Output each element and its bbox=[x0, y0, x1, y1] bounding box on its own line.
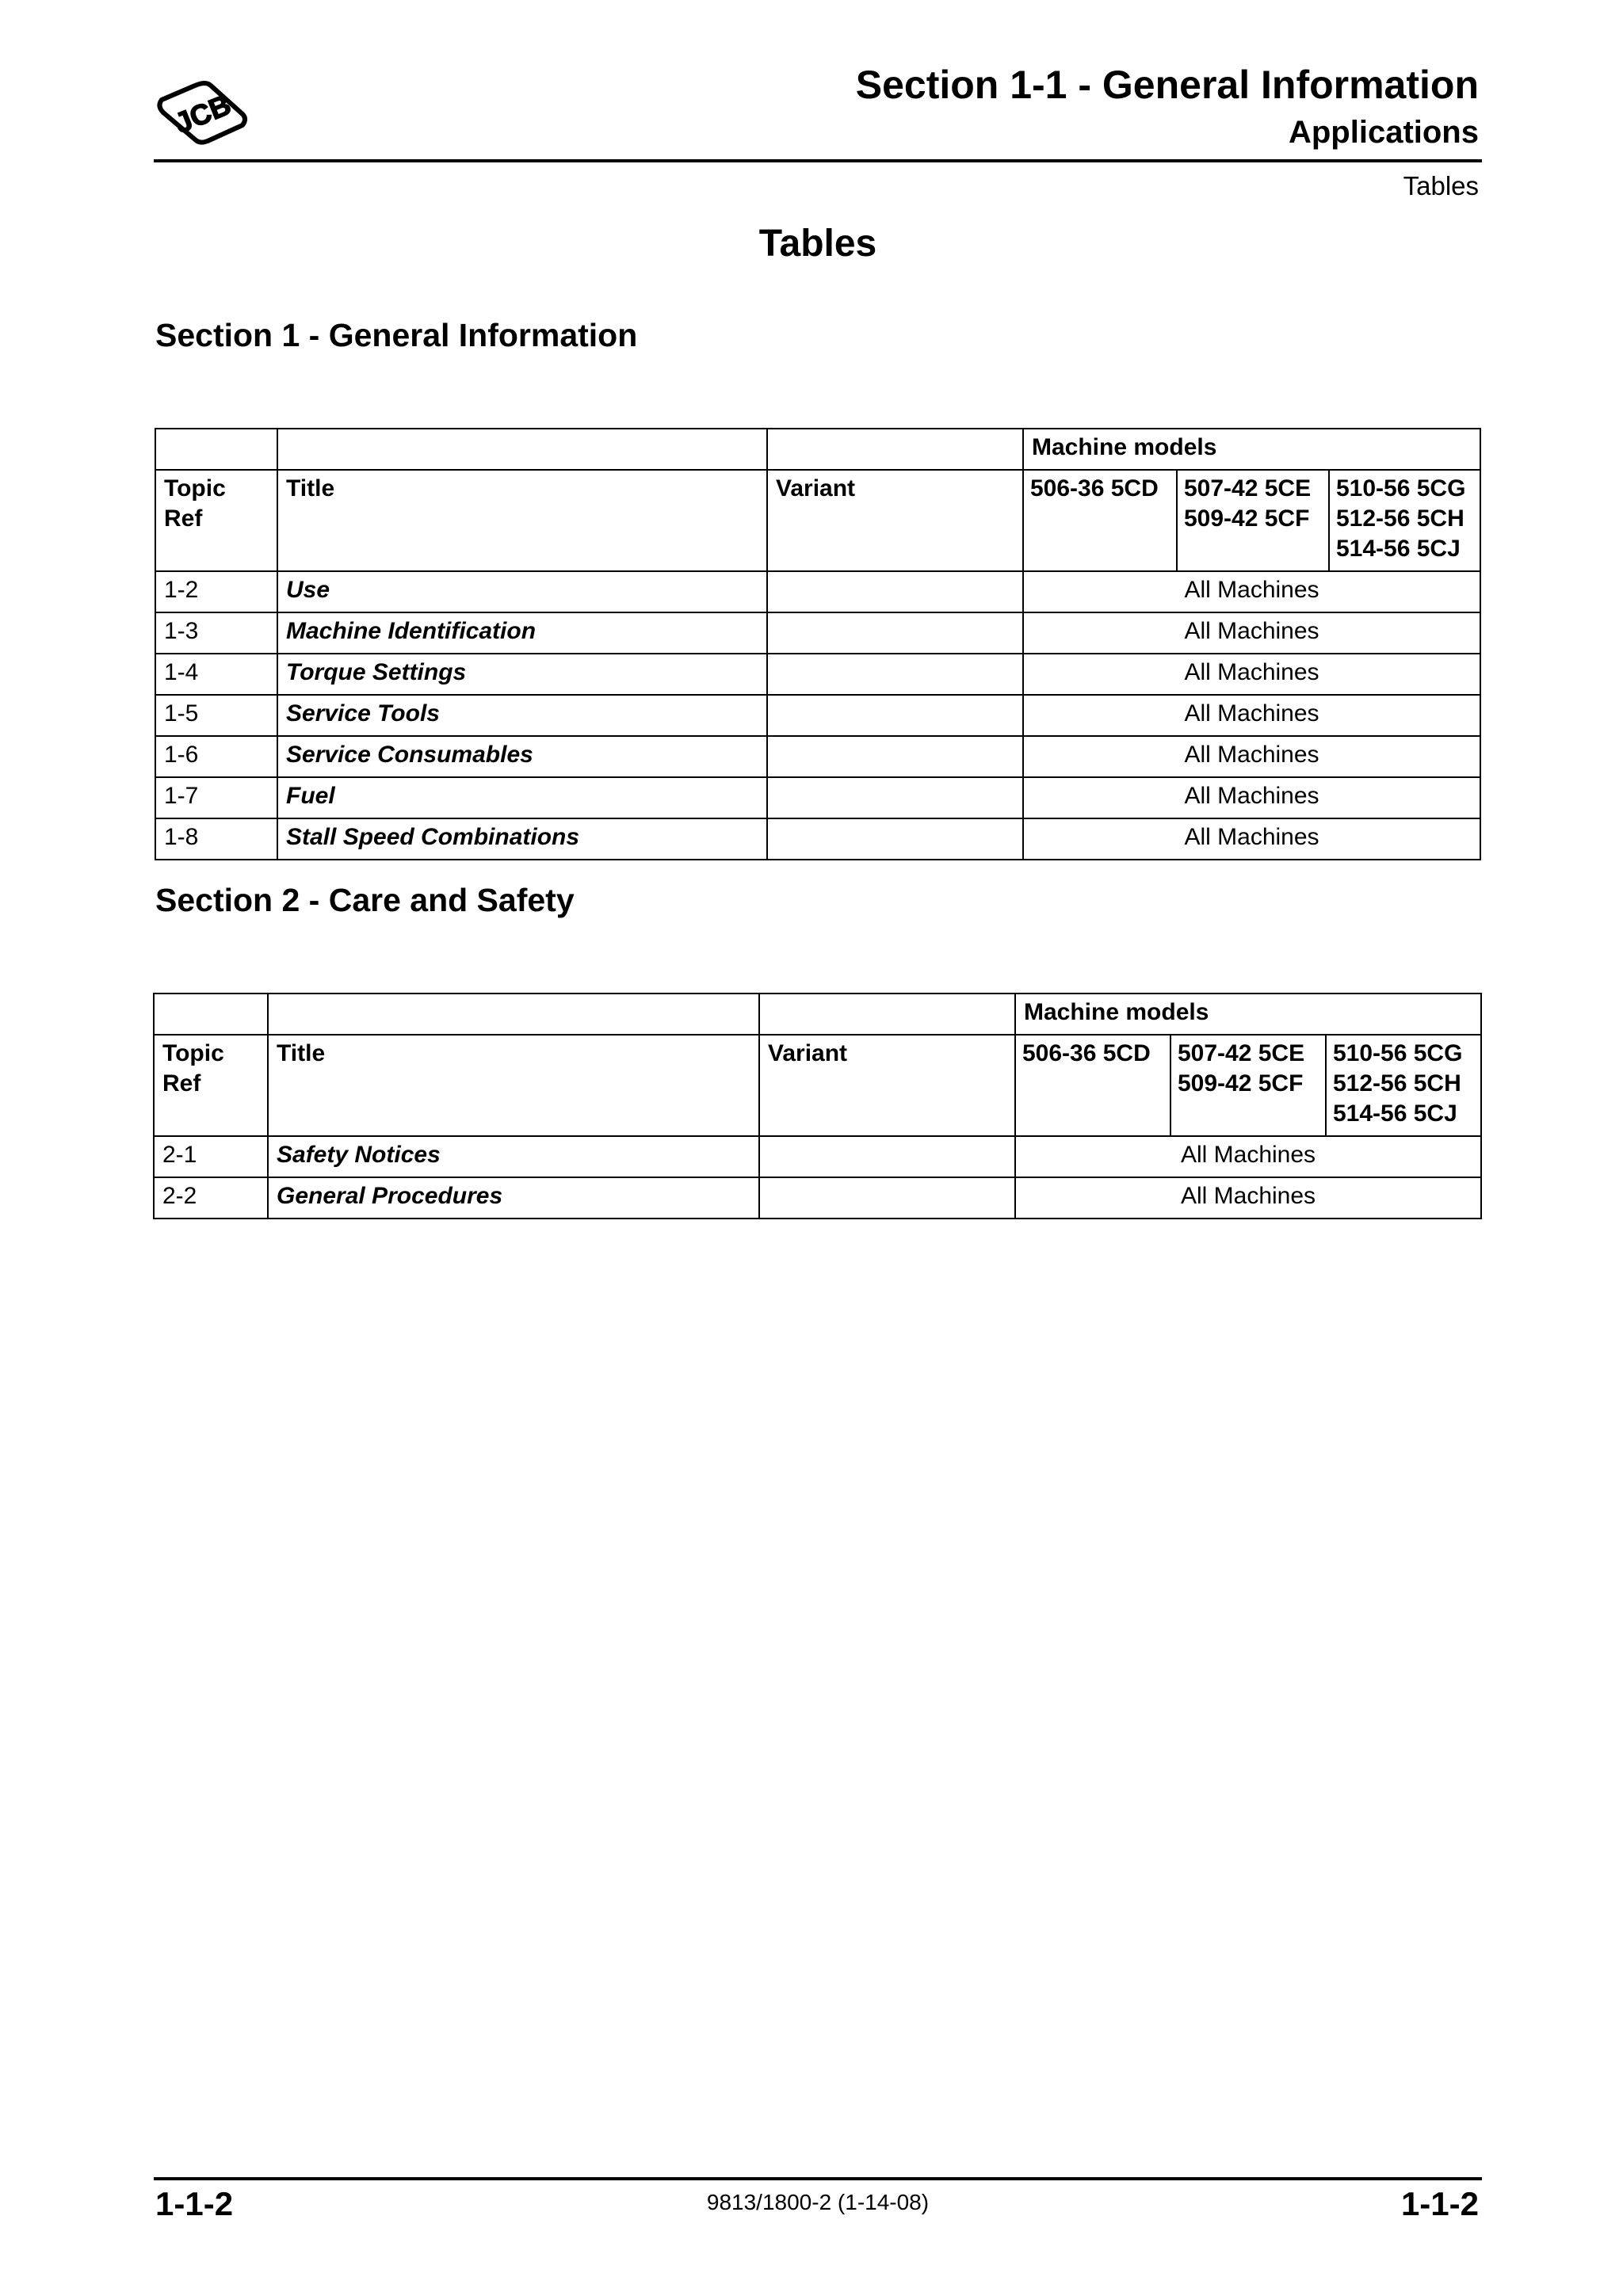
table-column-header-row bbox=[154, 1035, 1481, 1136]
table-column-header-row bbox=[155, 470, 1480, 571]
topic-ref-cell: 1-7 bbox=[155, 777, 277, 818]
model-1-header: 506-36 5CD bbox=[1015, 1035, 1170, 1136]
header-title: Section 1-1 - General Information bbox=[855, 63, 1479, 107]
section-1-heading: Section 1 - General Information bbox=[155, 317, 638, 353]
table-cell bbox=[277, 429, 767, 470]
table-cell bbox=[154, 994, 268, 1035]
model-3-header: 510-56 5CG 512-56 5CH 514-56 5CJ bbox=[1329, 470, 1480, 571]
title-header: Title bbox=[268, 1035, 759, 1136]
variant-cell bbox=[767, 818, 1023, 860]
title-cell: Use bbox=[277, 571, 767, 612]
header-subtitle: Applications bbox=[1288, 115, 1479, 150]
table-cell bbox=[268, 994, 759, 1035]
footer-rule bbox=[154, 2177, 1482, 2180]
variant-cell bbox=[759, 1136, 1015, 1177]
machine-models-cell: All Machines bbox=[1015, 1177, 1481, 1219]
model-2-header: 507-42 5CE 509-42 5CF bbox=[1177, 470, 1329, 571]
table-row bbox=[155, 654, 1480, 695]
page-heading: Tables bbox=[758, 223, 877, 265]
topic-ref-cell: 2-2 bbox=[154, 1177, 268, 1219]
jcb-logo bbox=[151, 73, 252, 152]
title-cell: Safety Notices bbox=[268, 1136, 759, 1177]
section-2-heading: Section 2 - Care and Safety bbox=[155, 882, 575, 918]
variant-header: Variant bbox=[767, 470, 1023, 571]
variant-cell bbox=[767, 571, 1023, 612]
table-group-header-row bbox=[155, 429, 1480, 470]
variant-cell bbox=[767, 612, 1023, 654]
title-header: Title bbox=[277, 470, 767, 571]
machine-models-header: Machine models bbox=[1015, 994, 1481, 1035]
topic-ref-header: Topic Ref bbox=[155, 470, 277, 571]
section-2-table bbox=[153, 993, 1482, 1219]
table-cell bbox=[767, 429, 1023, 470]
machine-models-cell: All Machines bbox=[1023, 654, 1480, 695]
header-rule bbox=[154, 159, 1482, 162]
topic-ref-header: Topic Ref bbox=[154, 1035, 268, 1136]
topic-ref-cell: 1-2 bbox=[155, 571, 277, 612]
footer-page-number-left: 1-1-2 bbox=[155, 2185, 234, 2222]
machine-models-cell: All Machines bbox=[1023, 777, 1480, 818]
variant-header: Variant bbox=[759, 1035, 1015, 1136]
model-3-header: 510-56 5CG 512-56 5CH 514-56 5CJ bbox=[1326, 1035, 1481, 1136]
table-cell bbox=[155, 429, 277, 470]
table-row bbox=[155, 818, 1480, 860]
table-row bbox=[154, 1177, 1481, 1219]
table-row bbox=[155, 736, 1480, 777]
topic-ref-cell: 1-8 bbox=[155, 818, 277, 860]
topic-ref-cell: 1-5 bbox=[155, 695, 277, 736]
model-2-header: 507-42 5CE 509-42 5CF bbox=[1170, 1035, 1326, 1136]
machine-models-cell: All Machines bbox=[1023, 695, 1480, 736]
footer-page-number-right: 1-1-2 bbox=[1400, 2185, 1479, 2222]
title-cell: Stall Speed Combinations bbox=[277, 818, 767, 860]
table-cell bbox=[759, 994, 1015, 1035]
table-group-header-row bbox=[154, 994, 1481, 1035]
title-cell: General Procedures bbox=[268, 1177, 759, 1219]
table-row bbox=[155, 695, 1480, 736]
table-row bbox=[154, 1136, 1481, 1177]
title-cell: Service Consumables bbox=[277, 736, 767, 777]
topic-ref-cell: 1-6 bbox=[155, 736, 277, 777]
variant-cell bbox=[767, 736, 1023, 777]
topic-ref-cell: 1-3 bbox=[155, 612, 277, 654]
variant-cell bbox=[759, 1177, 1015, 1219]
machine-models-cell: All Machines bbox=[1023, 818, 1480, 860]
title-cell: Torque Settings bbox=[277, 654, 767, 695]
header-section-tag: Tables bbox=[1403, 171, 1479, 200]
machine-models-cell: All Machines bbox=[1023, 571, 1480, 612]
footer-document-ref: 9813/1800-2 (1-14-08) bbox=[706, 2190, 930, 2214]
title-cell: Fuel bbox=[277, 777, 767, 818]
variant-cell bbox=[767, 695, 1023, 736]
section-1-table bbox=[155, 428, 1481, 860]
title-cell: Service Tools bbox=[277, 695, 767, 736]
variant-cell bbox=[767, 777, 1023, 818]
table-row bbox=[155, 571, 1480, 612]
table-row bbox=[155, 777, 1480, 818]
topic-ref-cell: 2-1 bbox=[154, 1136, 268, 1177]
machine-models-cell: All Machines bbox=[1015, 1136, 1481, 1177]
topic-ref-cell: 1-4 bbox=[155, 654, 277, 695]
variant-cell bbox=[767, 654, 1023, 695]
machine-models-header: Machine models bbox=[1023, 429, 1480, 470]
logo-text: JCB bbox=[170, 88, 235, 140]
table-row bbox=[155, 612, 1480, 654]
machine-models-cell: All Machines bbox=[1023, 736, 1480, 777]
machine-models-cell: All Machines bbox=[1023, 612, 1480, 654]
model-1-header: 506-36 5CD bbox=[1023, 470, 1177, 571]
title-cell: Machine Identification bbox=[277, 612, 767, 654]
